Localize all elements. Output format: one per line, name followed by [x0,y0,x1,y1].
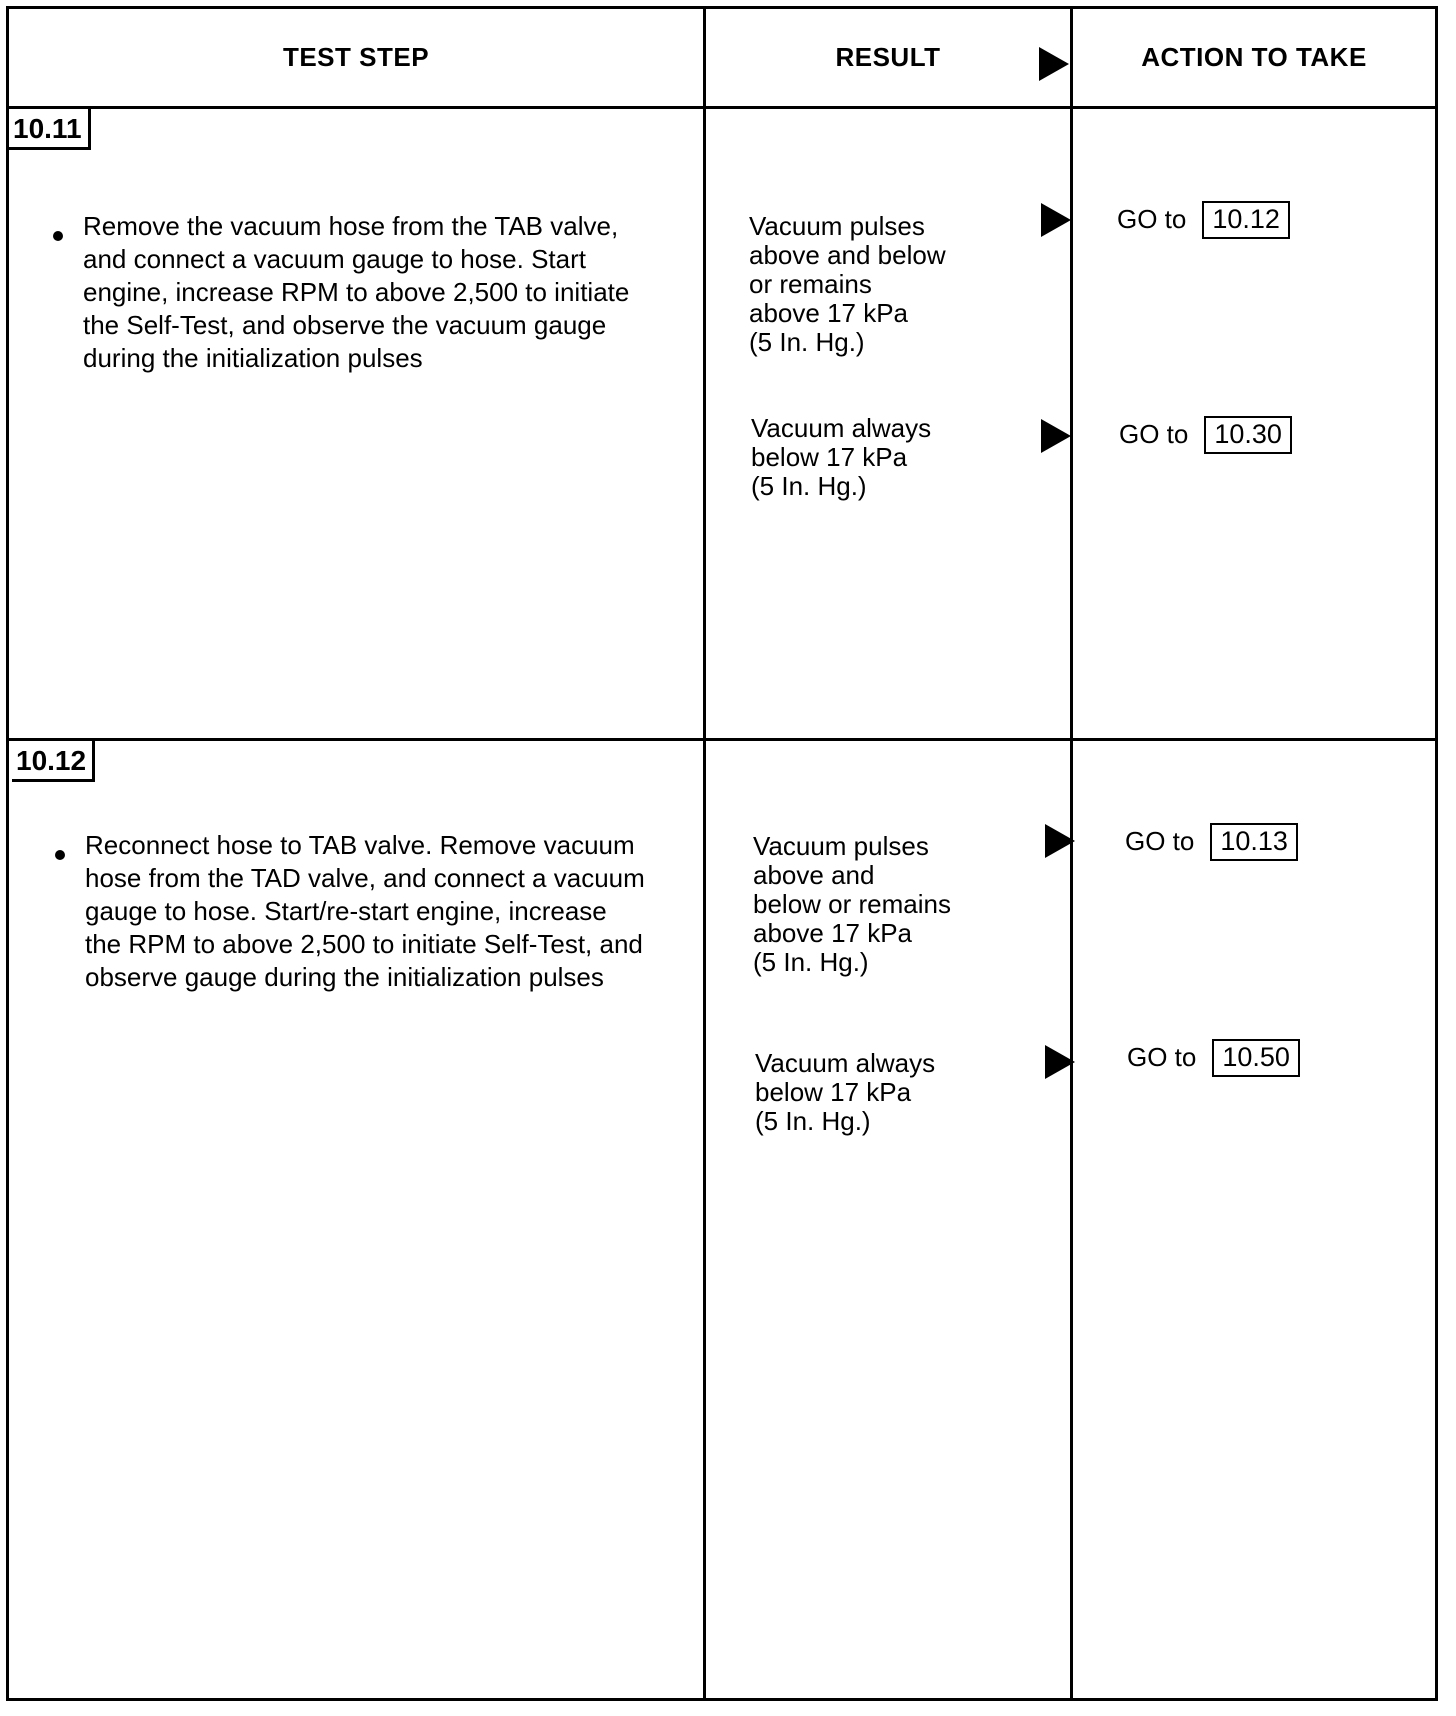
result-text: Vacuum always below 17 kPa (5 In. Hg.) [755,1048,936,1136]
header-divider [9,106,1435,109]
result-text: Vacuum pulses above and below or remains above 17 kPa (5 In. Hg.) [749,211,946,357]
arrow-icon [1041,203,1071,237]
header-action: ACTION TO TAKE [1141,42,1367,72]
result-text: Vacuum pulses above and below or remains above 17 kPa (5 In. Hg.) [753,831,951,977]
bullet-icon [55,850,65,860]
column-divider [703,9,706,1698]
arrow-icon [1045,824,1075,858]
row-divider [9,738,1435,741]
go-to-step-link[interactable]: 10.30 [1204,416,1292,454]
go-to-action [1125,823,1298,861]
go-to-action [1117,201,1290,239]
step-instruction: Reconnect hose to TAB valve. Remove vacuum hose from the TAD valve, and connect a vacuum gauge to hose. Start/re-start engine, increase the RPM to above 2,500 to initiate Self-Test, and observe gauge during the initialization pulses [85,830,645,992]
step-number: 10.12 [12,741,95,782]
bullet-icon [53,231,63,241]
header-arrow-icon [1039,47,1069,81]
result-text: Vacuum always below 17 kPa (5 In. Hg.) [751,413,932,501]
go-to-action [1127,1039,1300,1077]
go-to-label: GO to [1119,419,1189,450]
step-instruction: Remove the vacuum hose from the TAB valve, and connect a vacuum gauge to hose. Start engine, increase RPM to above 2,500 to initiate the Self-Test, and observe the vacuum gauge during the initialization pulses [83,211,630,373]
step-number: 10.11 [9,109,91,150]
header-result: RESULT [835,42,941,72]
diagnostic-table [6,6,1438,1701]
go-to-label: GO to [1127,1042,1197,1073]
arrow-icon [1041,419,1071,453]
go-to-label: GO to [1117,204,1187,235]
go-to-step-link[interactable]: 10.13 [1210,823,1298,861]
go-to-label: GO to [1125,826,1195,857]
go-to-step-link[interactable]: 10.12 [1202,201,1290,239]
header-test-step: TEST STEP [282,42,430,72]
go-to-action [1119,416,1292,454]
arrow-icon [1045,1045,1075,1079]
go-to-step-link[interactable]: 10.50 [1212,1039,1300,1077]
